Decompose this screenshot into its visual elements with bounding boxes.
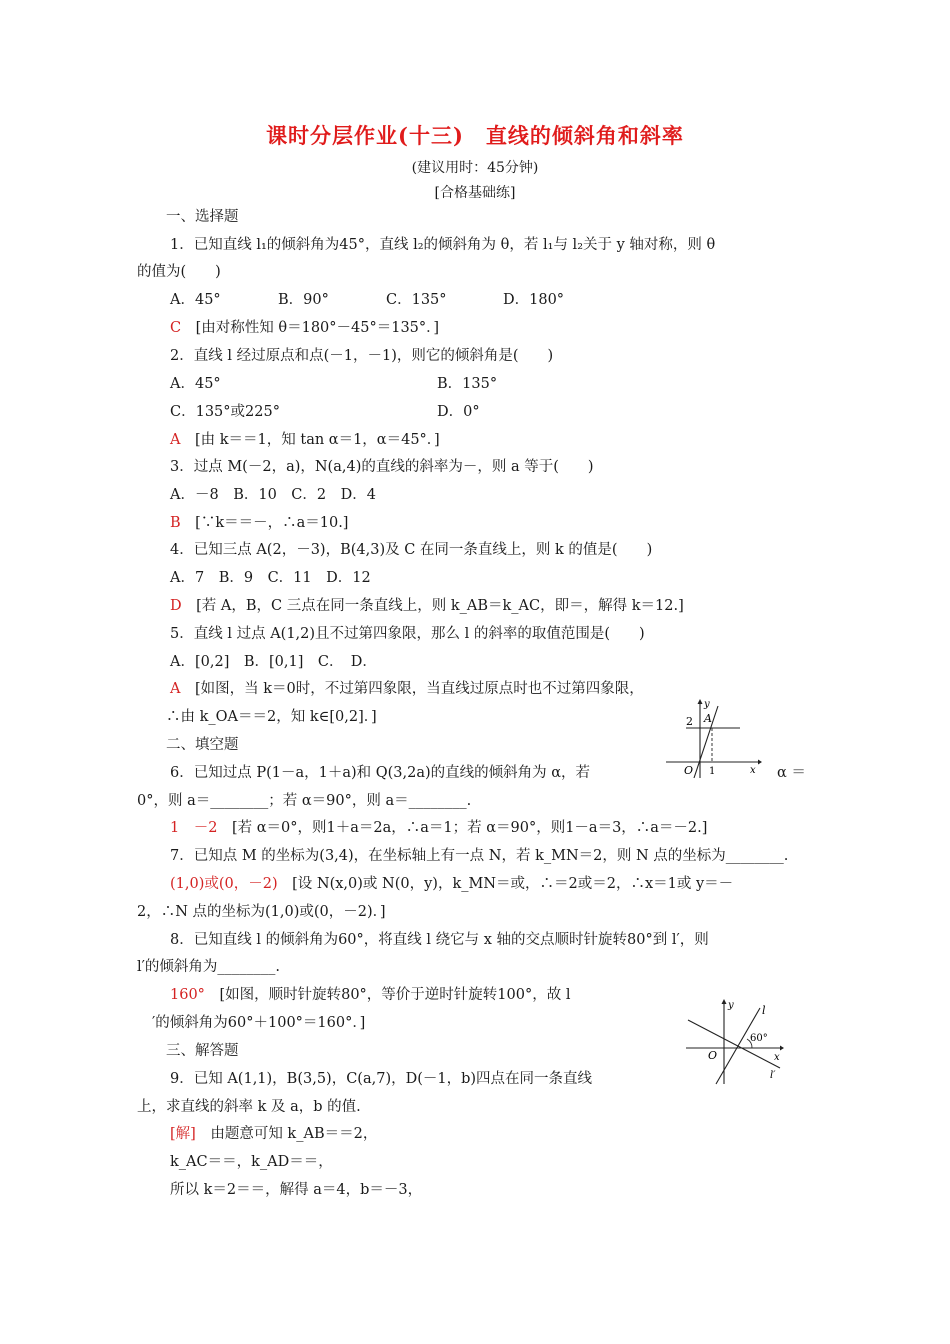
section-heading-choice: 一、选择题 — [166, 209, 239, 225]
q3-stem: 3．过点 M(－2，a)，N(a,4)的直线的斜率为－，则 a 等于( ) — [170, 459, 594, 475]
q8-stem-line2: l′的倾斜角为________. — [137, 959, 281, 975]
suggested-time: (建议用时：45分钟) — [411, 160, 539, 176]
q9-stem-line1: 9．已知 A(1,1)，B(3,5)，C(a,7)，D(－1，b)四点在同一条直线 — [170, 1071, 593, 1087]
q6-stem-line1: 6．已知过点 P(1－a，1＋a)和 Q(3,2a)的直线的倾斜角为 α，若 — [170, 765, 591, 781]
q7-stem: 7．已知点 M 的坐标为(3,4)，在坐标轴上有一点 N，若 k_MN＝2，则 N 点的坐标为________. — [170, 848, 789, 864]
q6-answer: 1 －2 — [170, 820, 218, 836]
q5-label-A: A — [704, 712, 712, 725]
q5-explain-line1: [如图，当 k＝0时，不过第四象限，当直线过原点时也不过第四象限， — [194, 681, 644, 697]
q6-explain: [若 α＝0°，则1＋a＝2a，∴a＝1；若 α＝90°，则1－a＝3，∴a＝－2.] — [231, 820, 708, 836]
q4-answer: D — [170, 598, 182, 614]
q5-label-2: 2 — [686, 715, 693, 728]
q2-option-d: D．0° — [437, 404, 480, 420]
q5-figure — [666, 698, 762, 780]
q8-line-l-prime — [688, 1020, 780, 1068]
q1-stem-line2: 的值为( ) — [137, 264, 221, 280]
q1-stem-line1: 1．已知直线 l₁的倾斜角为45°，直线 l₂的倾斜角为 θ，若 l₁与 l₂关于 y 轴对称，则 θ — [170, 237, 716, 253]
q7-explain-line2: 2，∴N 点的坐标为(1,0)或(0，－2)．] — [137, 904, 386, 920]
q5-label-1: 1 — [709, 766, 716, 777]
q8-y-arrow — [722, 999, 727, 1004]
q5-solution — [170, 679, 644, 699]
q3-answer: B — [170, 515, 181, 531]
q2-stem: 2．直线 l 经过原点和点(－1，－1)，则它的倾斜角是( ) — [170, 348, 554, 364]
section-heading-fill: 二、填空题 — [166, 737, 239, 753]
q9-stem-line2: 上，求直线的斜率 k 及 a，b 的值. — [137, 1099, 361, 1115]
q5-label-y: y — [704, 699, 710, 710]
q2-solution — [170, 430, 440, 450]
q8-figure — [686, 996, 786, 1086]
section-heading-answer: 三、解答题 — [166, 1043, 239, 1059]
level-label: [合格基础练] — [434, 185, 516, 201]
q6-solution — [170, 818, 707, 838]
q5-answer: A — [170, 681, 181, 697]
q8-answer: 160° — [170, 987, 205, 1003]
q5-x-arrow — [758, 760, 762, 765]
q9-solution-text1: 由题意可知 k_AB＝＝2， — [210, 1126, 378, 1142]
q1-explain: [由对称性知 θ＝180°－45°＝135°．] — [195, 320, 440, 336]
q2-option-a: A．45° — [170, 376, 221, 392]
q8-label-y: y — [728, 1000, 734, 1011]
q4-options: A．7 B．9 C．11 D．12 — [170, 570, 371, 586]
q5-options: A．[0,2] B．[0,1] C． D． — [170, 654, 377, 670]
q6-stem-line1b: α ＝ — [777, 765, 806, 781]
q5-y-arrow — [698, 699, 703, 704]
q8-stem-line1: 8．已知直线 l 的倾斜角为60°，将直线 l 绕它与 x 轴的交点顺时针旋转80°到 l′，则 — [170, 932, 709, 948]
q7-explain-line1: [设 N(x,0)或 N(0，y)，k_MN＝或，∴＝2或＝2，∴x＝1或 y＝－ — [292, 876, 734, 892]
page-title: 课时分层作业(十三) 直线的倾斜角和斜率 — [266, 123, 684, 148]
q8-label-x: x — [774, 1052, 780, 1063]
q9-solution-tag: [解] — [170, 1126, 196, 1142]
q8-explain-line1: [如图，顺时针旋转80°，等价于逆时针旋转100°，故 l — [219, 987, 571, 1003]
q5-stem: 5．直线 l 过点 A(1,2)且不过第四象限，那么 l 的斜率的取值范围是( ) — [170, 626, 645, 642]
q3-explain: [∵k＝＝－，∴a＝10.] — [195, 515, 349, 531]
q5-label-O: O — [684, 764, 694, 777]
q8-label-l: l — [762, 1004, 766, 1017]
q1-solution — [170, 318, 439, 338]
q1-option-a: A．45° — [170, 292, 221, 308]
q4-solution — [170, 596, 684, 616]
q3-options: A．－8 B．10 C．2 D．4 — [170, 487, 376, 503]
q2-explain: [由 k＝＝1，知 tan α＝1，α＝45°．] — [194, 432, 440, 448]
q6-stem-line2: 0°，则 a＝________；若 α＝90°，则 a＝________. — [137, 793, 472, 809]
q1-option-b: B．90° — [278, 292, 329, 308]
q1-answer: C — [170, 320, 182, 336]
q8-explain-line2: ′的倾斜角为60°＋100°＝160°．] — [152, 1015, 366, 1031]
q4-explain: [若 A，B，C 三点在同一条直线上，则 k_AB＝k_AC，即＝，解得 k＝12.] — [196, 598, 684, 614]
q3-solution — [170, 513, 348, 533]
q1-option-c: C．135° — [386, 292, 447, 308]
q8-x-arrow — [780, 1046, 784, 1051]
q2-option-c: C．135°或225° — [170, 404, 280, 420]
q9-solution-line2: k_AC＝＝，k_AD＝＝， — [170, 1154, 333, 1170]
q5-label-x: x — [750, 765, 756, 776]
q8-solution — [170, 985, 570, 1005]
q4-stem: 4．已知三点 A(2，－3)，B(4,3)及 C 在同一条直线上，则 k 的值是( ) — [170, 542, 653, 558]
q7-answer: (1,0)或(0，－2) — [170, 876, 278, 892]
q9-solution-line1 — [170, 1124, 377, 1144]
q1-option-d: D．180° — [503, 292, 565, 308]
q2-answer: A — [170, 432, 181, 448]
q8-label-O: O — [708, 1049, 718, 1062]
q5-explain-line2: ∴由 k_OA＝＝2，知 k∈[0,2]．] — [166, 709, 377, 725]
q9-solution-line3: 所以 k＝2＝＝，解得 a＝4，b＝－3， — [170, 1182, 423, 1198]
q2-option-b: B．135° — [437, 376, 498, 392]
q7-solution — [170, 874, 733, 894]
q8-label-l-prime: l′ — [770, 1070, 776, 1081]
q8-label-angle: 60° — [750, 1033, 768, 1044]
